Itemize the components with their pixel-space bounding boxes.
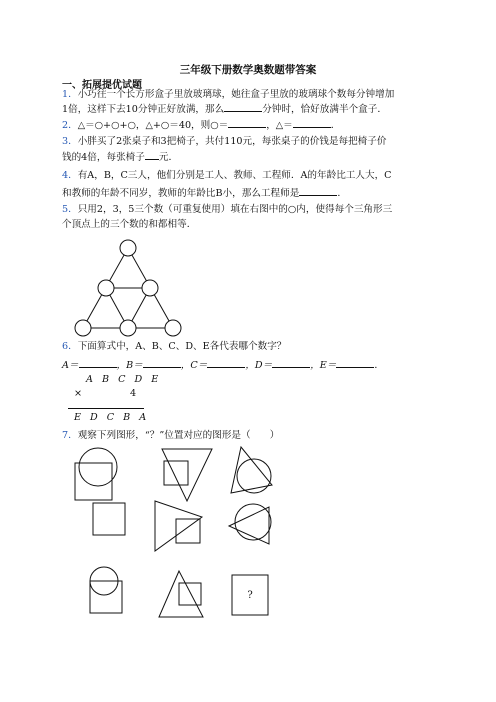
triangle-shape — [159, 571, 203, 617]
q6-blank-a[interactable] — [79, 358, 117, 368]
q4-line2 — [62, 186, 442, 200]
q6-label-d: ，D＝ — [245, 360, 273, 371]
q3-text1: 小胖买了2张桌子和3把椅子，共付110元，每张桌子的价钱是每把椅子价 — [77, 136, 387, 147]
q4-text1: 有A，B，C三人，他们分别是工人、教师、工程师．A的年龄比工人大，C — [77, 170, 392, 181]
vertex-circle[interactable] — [142, 280, 158, 296]
page-title: 三年级下册数学奥数题带答案 — [179, 64, 317, 76]
q5-number: 5． — [62, 204, 78, 215]
q6-blank-b[interactable] — [143, 358, 181, 368]
q1-text1: 小巧往一个长方形盒子里放玻璃球，她往盒子里放的玻璃球个数每分钟增加 — [77, 89, 395, 100]
q2-answer-blank-triangle[interactable] — [293, 118, 331, 128]
q7-figure-row-2 — [62, 495, 292, 555]
q1-text2a: 1倍，这样下去10分钟正好放满，那么 — [62, 104, 225, 115]
q6-blank-e[interactable] — [336, 358, 374, 368]
q4-line1 — [62, 170, 442, 182]
square-shape — [164, 461, 188, 485]
q6-label-b: ，B＝ — [116, 360, 143, 371]
q3-text2a: 钱的4倍，每张椅子 — [62, 152, 145, 163]
q3-line1 — [62, 136, 442, 148]
triangle-circles-diagram — [70, 238, 190, 338]
q6-text1: 下面算式中，A、B、C、D、E各代表哪个数字？ — [77, 341, 287, 352]
q1-answer-blank[interactable] — [224, 102, 262, 112]
q5-line2 — [62, 219, 442, 231]
q7-text1: 观察下列图形，“？”位置对应的图形是（ ） — [77, 430, 280, 441]
triangle-shape — [231, 447, 272, 493]
vertical-calc-rule — [68, 408, 144, 409]
q6-end-period: ． — [374, 360, 384, 371]
q6-blank-d[interactable] — [272, 358, 310, 368]
q2-text-b: ，△＝ — [266, 120, 293, 131]
q2-line — [62, 118, 442, 132]
q6-label-a: A＝ — [62, 360, 79, 371]
q6-line1 — [62, 341, 442, 353]
q4-number: 4． — [62, 170, 78, 181]
q1-line2 — [62, 102, 442, 116]
circle-shape — [79, 448, 117, 486]
q5-text2: 个顶点上的三个数的和都相等． — [62, 219, 197, 230]
q2-answer-blank-circle[interactable] — [228, 118, 266, 128]
q1-text2b: 分钟时，恰好放满半个盒子． — [262, 104, 387, 115]
q7-line1 — [62, 430, 442, 442]
q7-number: 7． — [62, 430, 78, 441]
q1-number: 1． — [62, 89, 78, 100]
circle-shape — [235, 504, 271, 540]
circle-shape — [237, 459, 271, 493]
vertex-circle[interactable] — [120, 320, 136, 336]
question-mark: ? — [247, 590, 253, 601]
q2-number: 2． — [62, 120, 78, 131]
vertical-multiplier: 4 — [130, 388, 140, 399]
vertical-times-sign: × — [74, 388, 86, 399]
vertex-circle[interactable] — [120, 240, 136, 256]
q6-label-e: ，E＝ — [310, 360, 337, 371]
q3-text2b: 元． — [158, 152, 179, 163]
square-shape — [176, 519, 200, 543]
q6-blank-c[interactable] — [207, 358, 245, 368]
q6-label-c: ，C＝ — [180, 360, 208, 371]
q7-figure-row-3 — [62, 565, 292, 625]
q3-answer-blank[interactable] — [145, 150, 159, 160]
q4-text2b: ． — [337, 188, 347, 199]
q2-text-a: △＝○+○+○，△+○＝40，则○＝ — [77, 120, 229, 131]
vertex-circle[interactable] — [98, 280, 114, 296]
vertex-circle[interactable] — [165, 320, 181, 336]
square-shape — [179, 583, 201, 605]
vertical-result: E D C B A — [74, 412, 150, 423]
q4-answer-blank[interactable] — [299, 186, 337, 196]
q1-line1 — [62, 89, 442, 101]
q3-line2 — [62, 150, 442, 164]
vertical-multiplicand: A B C D E — [86, 374, 162, 385]
triangle-shape — [162, 449, 212, 501]
q6-answers-line — [62, 358, 442, 372]
square-shape — [93, 503, 125, 535]
q3-number: 3． — [62, 136, 78, 147]
q2-text-c: ． — [330, 120, 341, 131]
q6-number: 6． — [62, 341, 78, 352]
q5-line1 — [62, 204, 442, 216]
q4-text2a: 和教师的年龄不同岁，教师的年龄比B小，那么工程师是 — [62, 188, 300, 199]
section-heading: 一、拓展提优试题 — [62, 80, 142, 91]
q5-text1: 只用2，3，5三个数（可重复使用）填在右图中的○内，使得每个三角形三 — [77, 204, 393, 215]
vertex-circle[interactable] — [75, 320, 91, 336]
